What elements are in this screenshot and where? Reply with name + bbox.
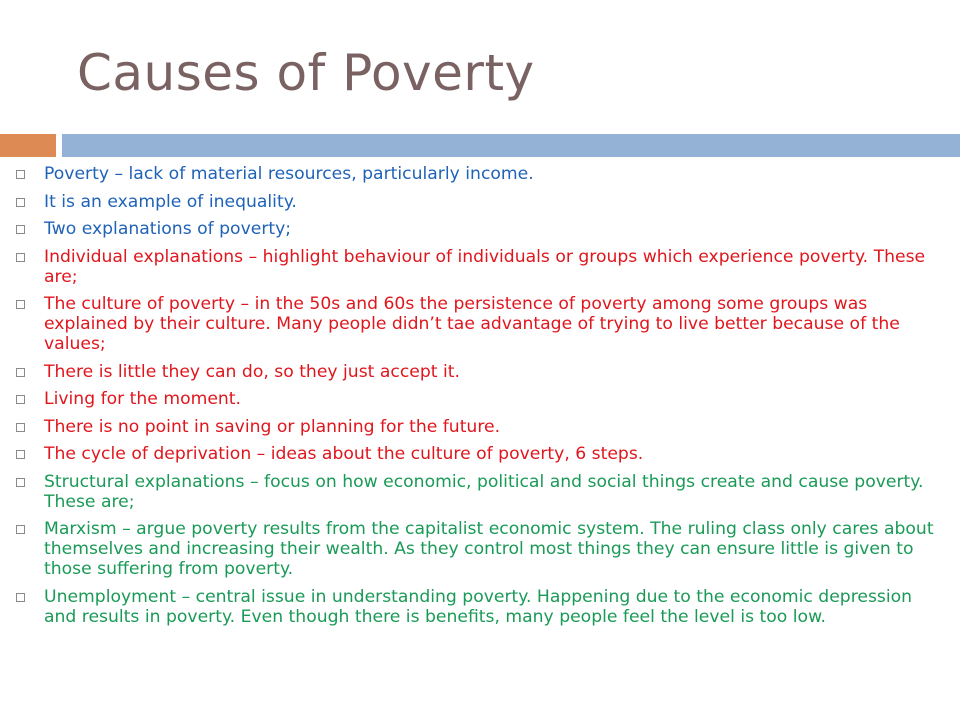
- bullet-item: [16, 444, 946, 464]
- slide-title: Causes of Poverty: [77, 44, 535, 102]
- bullet-list: [16, 164, 946, 634]
- bullet-item: [16, 417, 946, 437]
- square-bullet-icon: [16, 450, 25, 459]
- square-bullet-icon: [16, 253, 25, 262]
- title-underline-bar: [62, 134, 960, 157]
- bullet-item: [16, 389, 946, 409]
- bullet-text: There is no point in saving or planning for the future.: [44, 416, 501, 437]
- bullet-text: Unemployment – central issue in understanding poverty. Happening due to the economic depression and results in poverty. Even though there is benefits, many people feel the level is too low.: [44, 586, 913, 627]
- square-bullet-icon: [16, 225, 25, 234]
- bullet-text: Living for the moment.: [44, 389, 242, 409]
- bullet-text: Two explanations of poverty;: [44, 219, 292, 239]
- square-bullet-icon: [16, 395, 25, 404]
- bullet-item: [16, 519, 946, 579]
- bullet-text: Marxism – argue poverty results from the capitalist economic system. The ruling class only cares about themselves and increasing their wealth. As they control most things they can ensure little is given to those suffering from poverty.: [44, 519, 934, 579]
- bullet-item: [16, 247, 946, 287]
- square-bullet-icon: [16, 593, 25, 602]
- bullet-text: Individual explanations – highlight behaviour of individuals or groups which experience poverty. These are;: [44, 246, 926, 287]
- bullet-text: It is an example of inequality.: [44, 191, 297, 212]
- bullet-item: [16, 294, 946, 354]
- bullet-text: Structural explanations – focus on how economic, political and social things create and cause poverty. These are;: [44, 471, 924, 512]
- square-bullet-icon: [16, 368, 25, 377]
- bullet-item: [16, 472, 946, 512]
- square-bullet-icon: [16, 423, 25, 432]
- square-bullet-icon: [16, 525, 25, 534]
- bullet-text: The cycle of deprivation – ideas about the culture of poverty, 6 steps.: [44, 444, 644, 464]
- bullet-item: [16, 219, 946, 239]
- square-bullet-icon: [16, 198, 25, 207]
- bullet-text: Poverty – lack of material resources, particularly income.: [44, 164, 534, 184]
- square-bullet-icon: [16, 478, 25, 487]
- bullet-text: The culture of poverty – in the 50s and 60s the persistence of poverty among some groups was explained by their culture. Many people didn’t tae advantage of trying to live better because of the values;: [44, 294, 900, 354]
- bullet-item: [16, 587, 946, 627]
- square-bullet-icon: [16, 300, 25, 309]
- accent-bar: [0, 134, 56, 157]
- square-bullet-icon: [16, 170, 25, 179]
- bullet-text: There is little they can do, so they just accept it.: [44, 361, 460, 382]
- bullet-item: [16, 164, 946, 184]
- bullet-item: [16, 362, 946, 382]
- bullet-item: [16, 192, 946, 212]
